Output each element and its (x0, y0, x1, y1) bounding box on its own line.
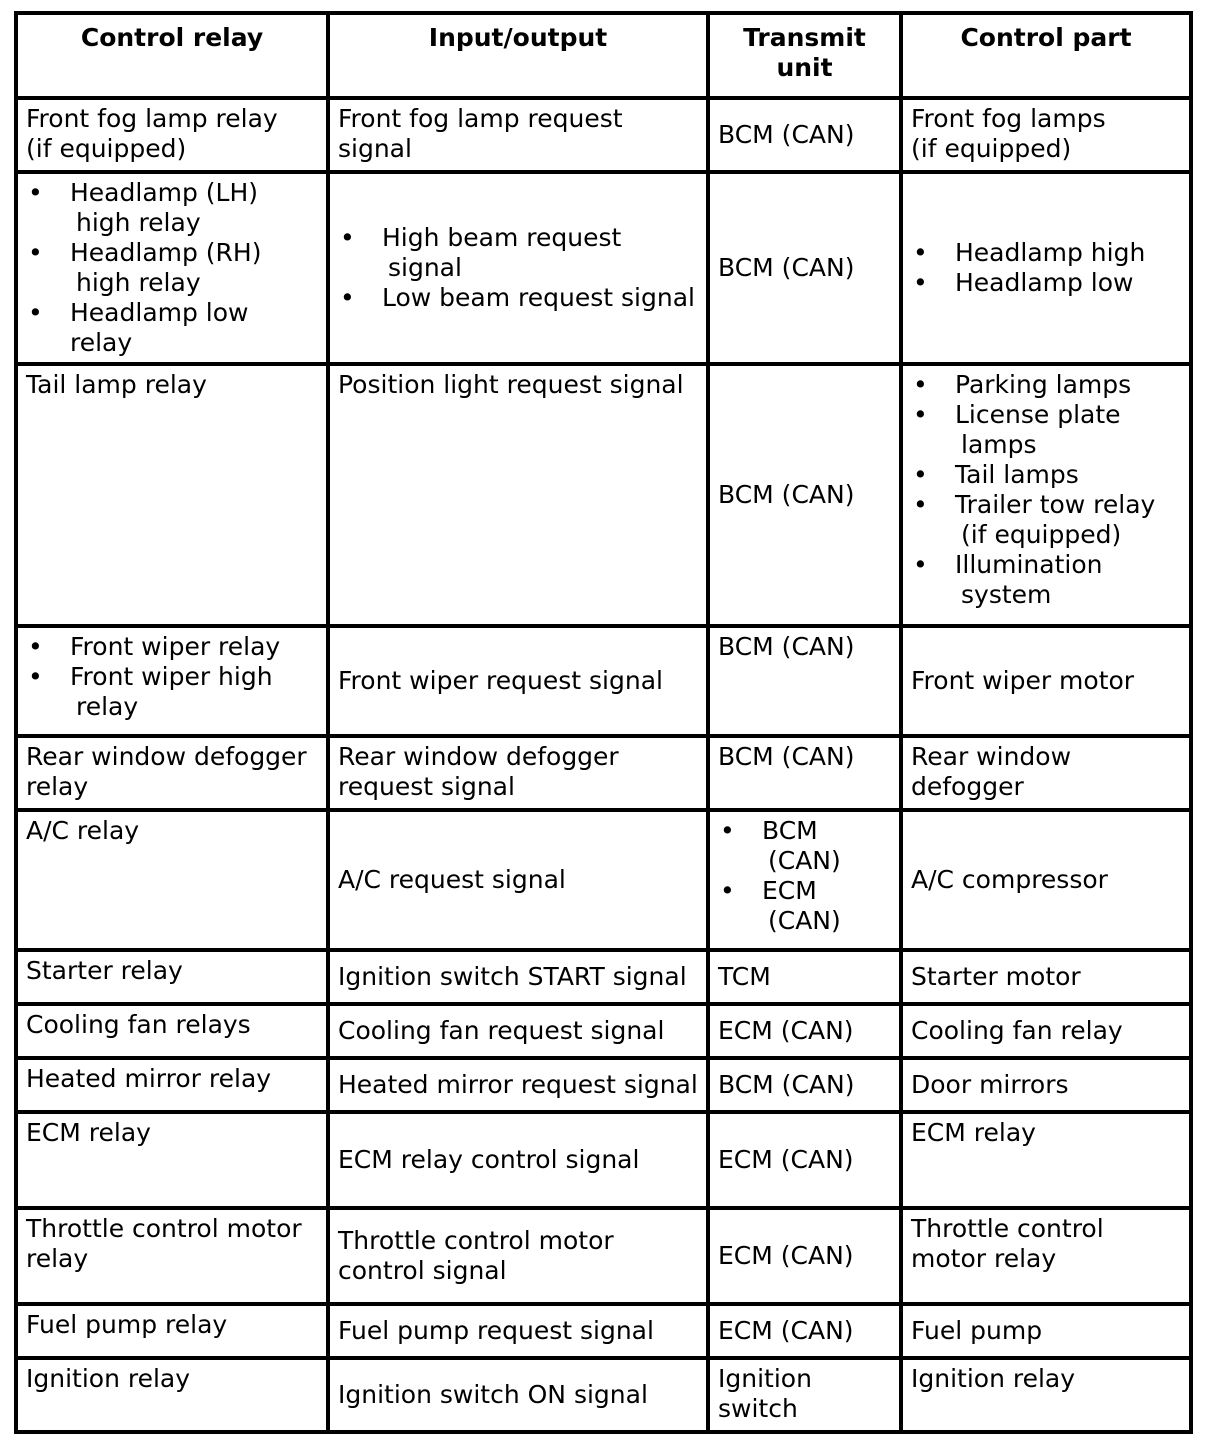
cell-unit: BCM (CAN) (708, 172, 901, 364)
cell-text: system (961, 580, 1052, 609)
list-item (718, 816, 891, 876)
table-row (16, 364, 1191, 626)
cell-io: Cooling fan request signal (328, 1004, 708, 1058)
header-control-relay: Control relay (16, 13, 328, 98)
cell-relay: Starter relay (16, 950, 328, 1004)
header-row (16, 13, 1191, 98)
cell-text: Front fog lamp relay (26, 104, 278, 133)
cell-text: Trailer tow relay (955, 490, 1156, 519)
cell-unit: TCM (708, 950, 901, 1004)
cell-io: Ignition switch ON signal (328, 1358, 708, 1432)
cell-text: (CAN) (768, 846, 841, 875)
cell-part: Door mirrors (901, 1058, 1191, 1112)
cell-text: License plate (955, 400, 1121, 429)
cell-text: High beam request (382, 223, 622, 252)
table-row (16, 810, 1191, 950)
cell-relay: Cooling fan relays (16, 1004, 328, 1058)
cell-text: Ignition (718, 1364, 812, 1393)
header-transmit-unit-line2: unit (776, 53, 833, 82)
bullet-list (26, 632, 318, 722)
cell-io: Fuel pump request signal (328, 1304, 708, 1358)
cell-text: Throttle control motor (26, 1214, 302, 1243)
cell-unit: BCM (CAN) (708, 626, 901, 736)
list-item (26, 662, 318, 722)
cell-io: Front wiper request signal (328, 626, 708, 736)
list-item (338, 223, 698, 283)
table-row (16, 1358, 1191, 1432)
cell-io: Position light request signal (328, 364, 708, 626)
list-item (911, 460, 1181, 490)
cell-text: high relay (76, 268, 201, 297)
bullet-list (718, 816, 891, 936)
cell-text: relay (26, 1244, 89, 1273)
cell-relay: Tail lamp relay (16, 364, 328, 626)
cell-part: Starter motor (901, 950, 1191, 1004)
cell-relay (16, 736, 328, 810)
list-item (26, 238, 318, 298)
table-row (16, 172, 1191, 364)
cell-relay (16, 626, 328, 736)
header-transmit-unit (708, 13, 901, 98)
cell-text: Parking lamps (955, 370, 1132, 399)
cell-text: Front fog lamp request (338, 104, 623, 133)
bullet-list (911, 238, 1181, 298)
cell-part (901, 1208, 1191, 1304)
cell-relay: Fuel pump relay (16, 1304, 328, 1358)
cell-part: ECM relay (901, 1112, 1191, 1208)
cell-text: (if equipped) (911, 134, 1072, 163)
cell-text: Headlamp (LH) (70, 178, 259, 207)
cell-text: switch (718, 1394, 798, 1423)
table-row (16, 1112, 1191, 1208)
cell-io (328, 98, 708, 172)
cell-text: relay (76, 692, 139, 721)
cell-text: high relay (76, 208, 201, 237)
table-row (16, 1304, 1191, 1358)
cell-unit: ECM (CAN) (708, 1304, 901, 1358)
list-item (911, 370, 1181, 400)
list-item (26, 178, 318, 238)
cell-relay (16, 1208, 328, 1304)
list-item: • Headlamp low (911, 268, 1181, 298)
cell-unit: BCM (CAN) (708, 736, 901, 810)
cell-part: Front wiper motor (901, 626, 1191, 736)
header-control-part: Control part (901, 13, 1191, 98)
cell-text: Headlamp low relay (70, 298, 249, 357)
bullet-list (911, 370, 1181, 610)
bullet-list (26, 178, 318, 358)
cell-text: Front fog lamps (911, 104, 1106, 133)
cell-io (328, 736, 708, 810)
cell-part (901, 172, 1191, 364)
list-item (911, 490, 1181, 550)
header-transmit-unit-line1: Transmit (743, 23, 866, 52)
cell-relay: Ignition relay (16, 1358, 328, 1432)
cell-text: Headlamp (RH) (70, 238, 262, 267)
cell-text: Tail lamps (955, 460, 1079, 489)
list-item (911, 550, 1181, 610)
cell-part (901, 364, 1191, 626)
list-item (911, 400, 1181, 460)
cell-text: Rear window defogger (338, 742, 619, 771)
cell-text: Illumination (955, 550, 1103, 579)
cell-part: Ignition relay (901, 1358, 1191, 1432)
cell-unit: BCM (CAN) (708, 364, 901, 626)
cell-unit: BCM (CAN) (708, 98, 901, 172)
cell-relay: ECM relay (16, 1112, 328, 1208)
cell-io: ECM relay control signal (328, 1112, 708, 1208)
relay-control-table (14, 11, 1193, 1434)
cell-text: ECM (762, 876, 817, 905)
table-row (16, 1208, 1191, 1304)
table-row (16, 1004, 1191, 1058)
cell-text: BCM (762, 816, 818, 845)
cell-text: (if equipped) (961, 520, 1122, 549)
cell-text: defogger (911, 772, 1024, 801)
cell-unit: ECM (CAN) (708, 1004, 901, 1058)
cell-text: Rear window (911, 742, 1072, 771)
header-input-output: Input/output (328, 13, 708, 98)
cell-relay (16, 172, 328, 364)
list-item (338, 283, 698, 313)
cell-text: request signal (338, 772, 515, 801)
cell-io: A/C request signal (328, 810, 708, 950)
cell-part (901, 98, 1191, 172)
cell-text: Rear window defogger (26, 742, 307, 771)
cell-part: Fuel pump (901, 1304, 1191, 1358)
cell-io: Ignition switch START signal (328, 950, 708, 1004)
cell-io (328, 1208, 708, 1304)
cell-text: lamps (961, 430, 1037, 459)
cell-part: A/C compressor (901, 810, 1191, 950)
cell-text: relay (26, 772, 89, 801)
cell-text: signal (388, 253, 462, 282)
cell-unit: ECM (CAN) (708, 1208, 901, 1304)
cell-text: Throttle control (911, 1214, 1104, 1243)
cell-text: Low beam request signal (382, 283, 695, 312)
cell-text: Front wiper relay (70, 632, 281, 661)
cell-relay: Heated mirror relay (16, 1058, 328, 1112)
list-item (718, 876, 891, 936)
cell-text: control signal (338, 1256, 507, 1285)
cell-text: Throttle control motor (338, 1226, 614, 1255)
list-item: • Headlamp high (911, 238, 1181, 268)
list-item (26, 632, 318, 662)
cell-io (328, 172, 708, 364)
table-row (16, 736, 1191, 810)
cell-relay: A/C relay (16, 810, 328, 950)
cell-text: (if equipped) (26, 134, 187, 163)
cell-unit: ECM (CAN) (708, 1112, 901, 1208)
cell-io: Heated mirror request signal (328, 1058, 708, 1112)
table-row (16, 98, 1191, 172)
table-row (16, 950, 1191, 1004)
bullet-list (338, 223, 698, 313)
cell-text: Front wiper high (70, 662, 273, 691)
cell-part (901, 736, 1191, 810)
cell-text: signal (338, 134, 412, 163)
cell-part: Cooling fan relay (901, 1004, 1191, 1058)
list-item (26, 298, 318, 358)
cell-unit (708, 1358, 901, 1432)
table-row (16, 1058, 1191, 1112)
cell-text: (CAN) (768, 906, 841, 935)
cell-unit: BCM (CAN) (708, 1058, 901, 1112)
cell-unit (708, 810, 901, 950)
cell-relay (16, 98, 328, 172)
cell-text: motor relay (911, 1244, 1057, 1273)
table-row (16, 626, 1191, 736)
